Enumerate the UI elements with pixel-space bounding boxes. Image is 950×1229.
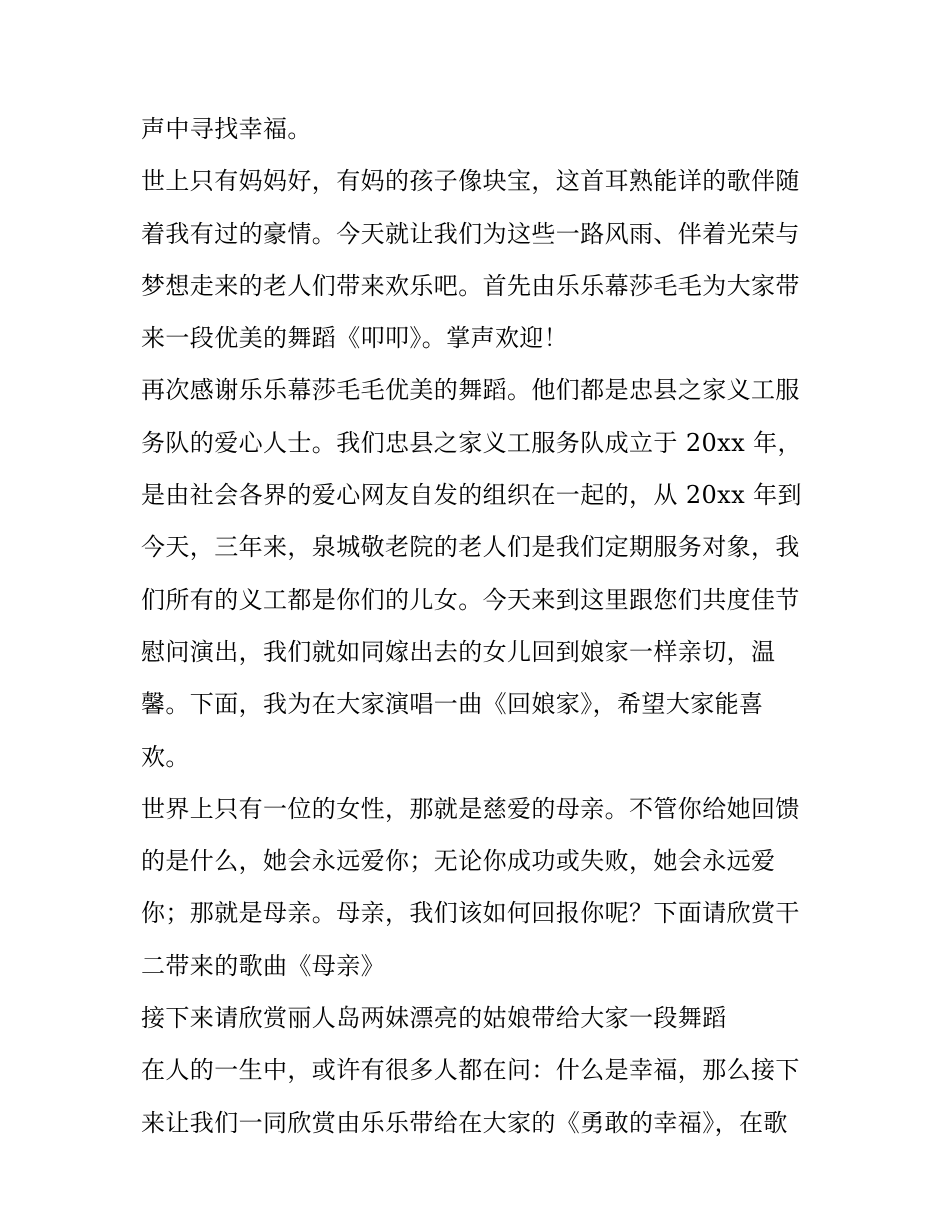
text-line: 梦想走来的老人们带来欢乐吧。首先由乐乐幕莎毛毛为大家带: [141, 271, 800, 300]
text-line: 世上只有妈妈好，有妈的孩子像块宝，这首耳熟能详的歌伴随: [141, 167, 800, 196]
text-line: 二带来的歌曲《母亲》: [141, 951, 385, 980]
text-line: 今天，三年来，泉城敬老院的老人们是我们定期服务对象，我: [141, 533, 800, 562]
text-line: 欢。: [141, 742, 190, 771]
text-line: 馨。下面，我为在大家演唱一曲《回娘家》，希望大家能喜: [141, 690, 764, 719]
document-body: [141, 103, 821, 1149]
text-line: 世界上只有一位的女性，那就是慈爱的母亲。不管你给她回馈: [141, 794, 800, 823]
text-line: 着我有过的豪情。今天就让我们为这些一路风雨、伴着光荣与: [141, 219, 800, 248]
text-line: 在人的一生中，或许有很多人都在问：什么是幸福，那么接下: [141, 1056, 800, 1085]
text-line: 们所有的义工都是你们的儿女。今天来到这里跟您们共度佳节: [141, 585, 800, 614]
text-line: 的是什么，她会永远爱你；无论你成功或失败，她会永远爱: [141, 847, 776, 876]
text-line: 慰问演出，我们就如同嫁出去的女儿回到娘家一样亲切，温: [141, 637, 776, 666]
text-line: 接下来请欣赏丽人岛两妹漂亮的姑娘带给大家一段舞蹈: [141, 1004, 727, 1033]
text-line: 声中寻找幸福。: [141, 115, 312, 143]
text-line: 你；那就是母亲。母亲，我们该如何回报你呢？下面请欣赏干: [141, 899, 800, 928]
text-line: 来一段优美的舞蹈《叩叩》。掌声欢迎！: [141, 324, 569, 353]
text-line: 来让我们一同欣赏由乐乐带给在大家的《勇敢的幸福》，在歌: [141, 1108, 788, 1137]
text-line: 是由社会各界的爱心网友自发的组织在一起的，从 20xx 年到: [141, 481, 802, 510]
text-line: 务队的爱心人士。我们忠县之家义工服务队成立于 20xx 年，: [141, 428, 802, 457]
text-line: 再次感谢乐乐幕莎毛毛优美的舞蹈。他们都是忠县之家义工服: [141, 376, 800, 405]
